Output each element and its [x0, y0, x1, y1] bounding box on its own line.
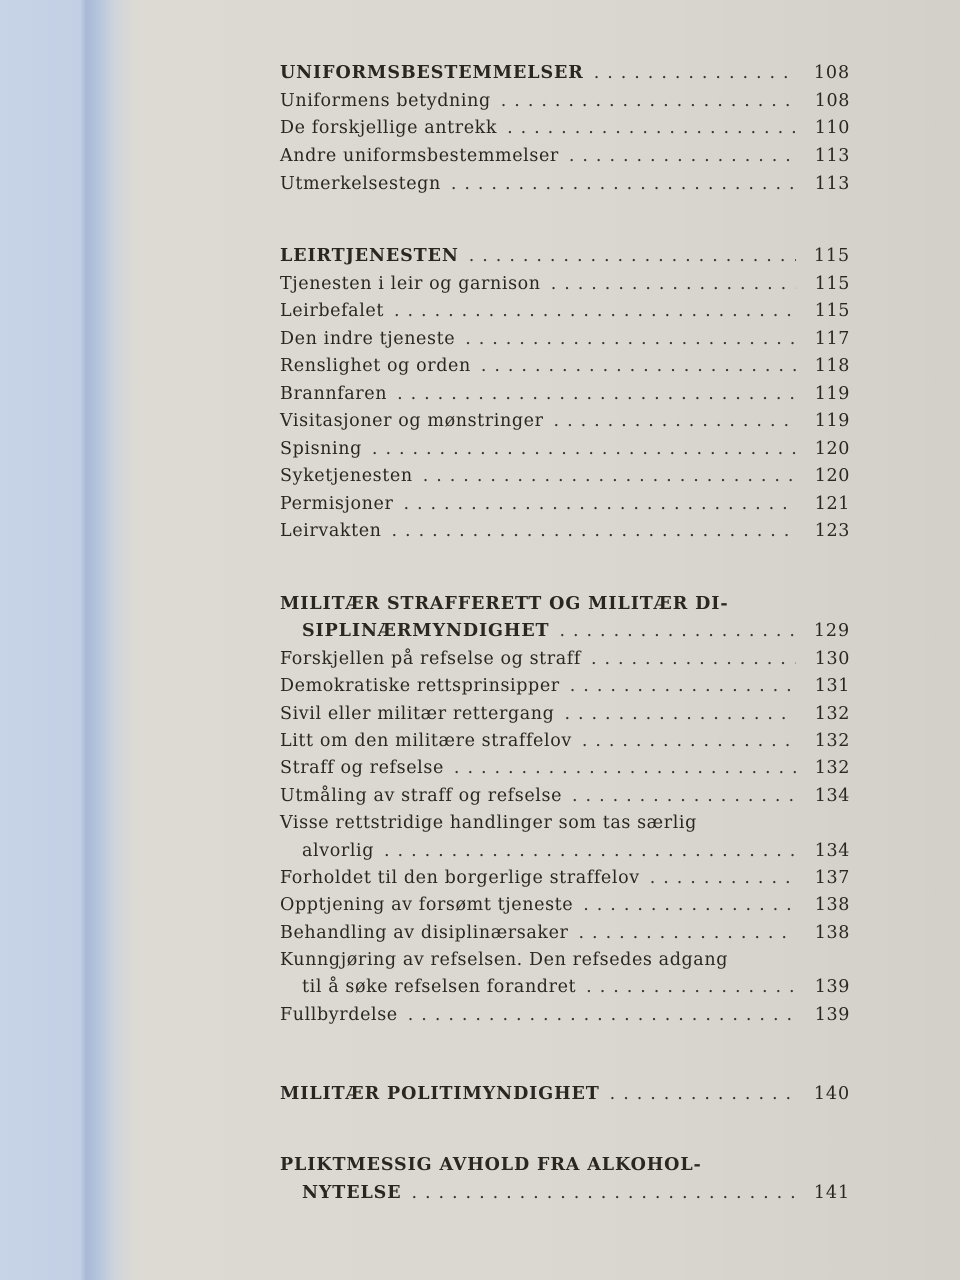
toc-entry: [280, 728, 850, 755]
dot-leader: [586, 974, 796, 1001]
dot-leader: [579, 920, 796, 947]
dot-leader: [582, 728, 796, 755]
page-number: 129: [813, 621, 850, 642]
entry-title: PLIKTMESSIG AVHOLD FRA ALKOHOL-: [280, 1155, 702, 1175]
entry-title: Syketjenesten: [280, 466, 413, 486]
page-number: 113: [814, 173, 850, 194]
dot-leader: [372, 436, 796, 464]
page-number: 134: [814, 785, 850, 806]
dot-leader: [594, 60, 796, 88]
page-number: 139: [814, 1004, 850, 1025]
dot-leader: [397, 381, 796, 409]
toc-chapter-heading: [280, 243, 850, 271]
toc-entry: [280, 143, 850, 171]
entry-title: UNIFORMSBESTEMMELSER: [280, 63, 584, 83]
dot-leader: [650, 865, 796, 892]
dot-leader: [569, 143, 796, 171]
page-number: 113: [814, 146, 850, 167]
entry-title: Visse rettstridige handlinger som tas særlig: [280, 813, 697, 834]
toc-entry: [280, 646, 850, 673]
dot-leader: [384, 838, 796, 865]
toc-entry: [280, 353, 850, 381]
page-number: 132: [814, 758, 850, 779]
toc-entry: [280, 271, 850, 299]
toc-entry: [280, 491, 850, 519]
dot-leader: [411, 1179, 796, 1207]
entry-title: Sivil eller militær rettergang: [280, 703, 555, 724]
page-number: 115: [814, 273, 850, 294]
toc-entry: [280, 673, 850, 700]
dot-leader: [408, 1002, 796, 1029]
toc-entry: [280, 463, 850, 491]
entry-title: Litt om den militære straffelov: [280, 730, 572, 751]
entry-title: Tjenesten i leir og garnison: [280, 273, 541, 294]
page-number: 140: [813, 1084, 850, 1104]
dot-leader: [583, 892, 796, 919]
toc-entry: [280, 381, 850, 409]
toc-entry: [280, 436, 850, 464]
entry-title: Den indre tjeneste: [280, 328, 456, 349]
page-number: 138: [814, 895, 850, 916]
page-number: 130: [814, 648, 850, 669]
toc-entry: [280, 865, 850, 892]
toc-section: [280, 591, 850, 1029]
entry-title: Brannfaren: [280, 383, 388, 404]
page-number: 134: [814, 840, 850, 861]
page-number: 119: [814, 411, 850, 431]
dot-leader: [564, 701, 796, 728]
page-number: 132: [814, 730, 850, 751]
entry-title: NYTELSE: [302, 1183, 402, 1203]
entry-title: Utmåling av straff og refselse: [280, 785, 563, 806]
entry-title: SIPLINÆRMYNDIGHET: [302, 621, 550, 642]
toc-entry: [280, 755, 850, 782]
entry-title: Demokratiske rettsprinsipper: [280, 676, 560, 697]
dot-leader: [403, 491, 796, 519]
entry-title: Forholdet til den borgerlige straffelov: [280, 867, 640, 888]
toc-entry: [280, 810, 850, 837]
page-number: 108: [814, 90, 850, 111]
dot-leader: [469, 243, 796, 271]
page-number: 120: [814, 438, 850, 459]
page-number: 121: [814, 493, 850, 514]
toc-entry: [280, 920, 850, 947]
page-number: 132: [814, 703, 850, 724]
entry-title: MILITÆR POLITIMYNDIGHET: [280, 1084, 600, 1104]
toc-chapter-heading: [280, 1081, 850, 1109]
toc-entry: [280, 838, 850, 865]
entry-title: Permisjoner: [280, 493, 394, 514]
page-number: 131: [814, 676, 850, 697]
dot-leader: [465, 326, 796, 354]
page-number: 137: [814, 867, 850, 888]
page-number: 115: [814, 301, 850, 321]
toc-entry: [280, 892, 850, 919]
page-number: 141: [813, 1183, 850, 1203]
toc-chapter-heading: [280, 1151, 850, 1179]
toc-entry: [280, 947, 850, 974]
entry-title: De forskjellige antrekk: [280, 118, 498, 139]
toc-chapter-heading: [280, 60, 850, 88]
dot-leader: [572, 783, 796, 810]
toc-entry: [280, 974, 850, 1001]
dot-leader: [392, 518, 796, 546]
toc-entry: [280, 88, 850, 116]
dot-leader: [610, 1081, 796, 1109]
toc-chapter-heading: [280, 618, 850, 645]
toc-entry: [280, 783, 850, 810]
dot-leader: [454, 755, 796, 782]
toc-entry: [280, 298, 850, 326]
dot-leader: [507, 115, 796, 143]
entry-title: LEIRTJENESTEN: [280, 246, 459, 266]
toc-section: [280, 243, 850, 546]
entry-title: Behandling av disiplinærsaker: [280, 922, 569, 943]
dot-leader: [451, 171, 796, 199]
page-number: 119: [814, 383, 850, 404]
toc-section: [280, 60, 850, 198]
dot-leader: [570, 673, 796, 700]
entry-title: Straff og refselse: [280, 758, 444, 779]
page-number: 117: [814, 328, 850, 349]
entry-title: Utmerkelsestegn: [280, 173, 441, 194]
page-number: 139: [814, 977, 850, 998]
entry-title: Spisning: [280, 438, 362, 459]
page-number: 138: [814, 922, 850, 943]
toc-entry: [280, 1002, 850, 1029]
dot-leader: [554, 408, 796, 436]
entry-title: MILITÆR STRAFFERETT OG MILITÆR DI-: [280, 594, 729, 614]
toc-entry: [280, 408, 850, 436]
dot-leader: [591, 646, 796, 673]
dot-leader: [423, 463, 796, 491]
toc-section: [280, 1151, 850, 1207]
page-number: 115: [813, 246, 850, 266]
toc-entry: [280, 518, 850, 546]
dot-leader: [501, 88, 796, 116]
entry-title: Uniformens betydning: [280, 90, 491, 111]
page-number: 108: [813, 63, 850, 83]
entry-title: Opptjening av forsømt tjeneste: [280, 895, 574, 916]
toc-section: [280, 1081, 850, 1109]
toc-entry: [280, 701, 850, 728]
toc-entry: [280, 171, 850, 199]
entry-title: alvorlig: [302, 840, 375, 861]
toc-chapter-heading: [280, 591, 850, 618]
entry-title: til å søke refselsen forandret: [302, 977, 577, 998]
entry-title: Kunngjøring av refselsen. Den refsedes adgang: [280, 950, 729, 971]
dot-leader: [559, 618, 796, 645]
toc-entry: [280, 115, 850, 143]
entry-title: Andre uniformsbestemmelser: [280, 146, 559, 167]
toc-entry: [280, 326, 850, 354]
dot-leader: [481, 353, 796, 381]
entry-title: Visitasjoner og mønstringer: [280, 411, 544, 431]
entry-title: Leirbefalet: [280, 301, 384, 321]
page-number: 110: [814, 118, 850, 139]
entry-title: Leirvakten: [280, 521, 382, 541]
toc-chapter-heading: [280, 1179, 850, 1207]
page-number: 123: [814, 521, 850, 541]
page-number: 120: [814, 466, 850, 486]
entry-title: Renslighet og orden: [280, 356, 471, 376]
page-number: 118: [814, 356, 850, 376]
entry-title: Forskjellen på refselse og straff: [280, 648, 581, 669]
dot-leader: [551, 271, 796, 299]
entry-title: Fullbyrdelse: [280, 1004, 398, 1025]
dot-leader: [394, 298, 796, 326]
